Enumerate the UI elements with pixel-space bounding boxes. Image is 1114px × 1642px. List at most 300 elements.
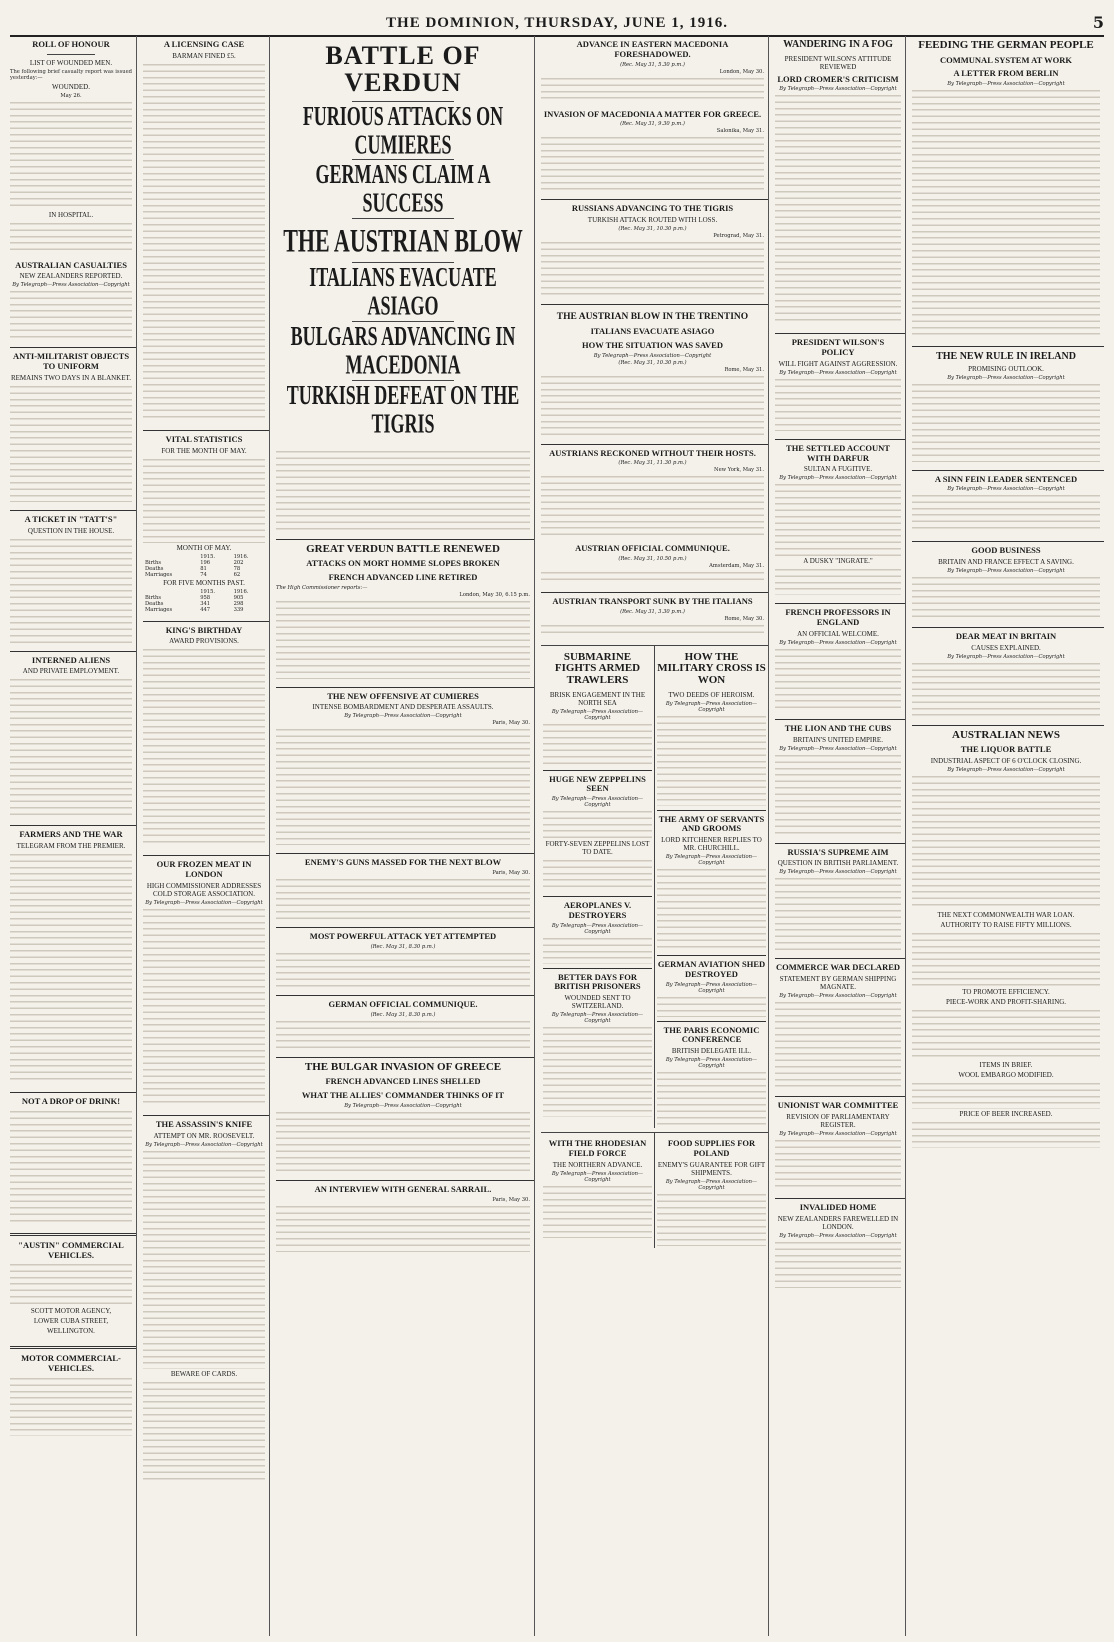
table-row: Marriages 74 62 [145, 571, 241, 578]
body-text-block [912, 1081, 1100, 1109]
article-feeding-german [912, 40, 1104, 342]
article-headline: ROLL OF HONOUR [32, 39, 110, 49]
masthead [10, 8, 1104, 37]
article-subhead: AN OFFICIAL WELCOME. [797, 629, 879, 638]
article-austrians-reckoned [541, 449, 768, 541]
body-text-block [276, 951, 530, 987]
received-line: (Rec. May 31, 8.30 p.m.) [370, 943, 436, 950]
body-text-block [775, 1240, 901, 1288]
article-headline: AUSTRALIAN CASUALTIES [15, 259, 127, 270]
received-line: (Rec. May 31, 10.30 p.m.) [618, 226, 687, 233]
article-headline: RUSSIANS ADVANCING TO THE TIGRIS [571, 203, 734, 214]
credit-line: By Telegraph—Press Association—Copyright [665, 854, 758, 867]
credit-line: By Telegraph—Press Association—Copyright [551, 1012, 644, 1025]
article-wandering-fog [775, 40, 905, 329]
article-subhead: BRITISH DELEGATE ILL. [671, 1047, 752, 1056]
body-text-block [543, 858, 652, 892]
body-text-block [775, 93, 901, 325]
article-subhead: NEW ZEALANDERS REPORTED. [19, 272, 123, 281]
article-headline: INVASION OF MACEDONIA A MATTER FOR GREECE. [543, 108, 762, 119]
body-text-block [541, 474, 764, 536]
article-subhead: ITALIANS EVACUATE ASIAGO [590, 326, 715, 337]
article-subhead: BRISK ENGAGEMENT IN THE NORTH SEA [549, 690, 646, 707]
article-headline: KING'S BIRTHDAY [165, 624, 243, 635]
article-headline: FOOD SUPPLIES FOR POLAND [667, 1138, 756, 1158]
article-headline: THE SETTLED ACCOUNT WITH DARFUR [786, 442, 890, 463]
article-kings-birthday [143, 626, 269, 852]
dateline: May 26. [60, 92, 82, 99]
advert-motor-vehicles [10, 1354, 136, 1440]
lead-deck: TURKISH DEFEAT ON THE TIGRIS [286, 379, 520, 439]
article-subhead: THE LIQUOR BATTLE [960, 744, 1052, 755]
article-darfur [775, 444, 905, 600]
article-subhead: IN HOSPITAL. [48, 210, 94, 219]
credit-line: By Telegraph—Press Association—Copyright [665, 1178, 758, 1191]
split-section-bottom [541, 1132, 768, 1248]
body-text-block [775, 567, 901, 595]
table-header-row: 1915. 1916. [200, 553, 249, 560]
article-vital-statistics [143, 435, 269, 617]
body-text-block [912, 382, 1100, 462]
body-text-block [10, 100, 132, 210]
body-text-block [912, 931, 1100, 987]
article-headline: GOOD BUSINESS [971, 545, 1041, 556]
body-text-block [541, 135, 764, 191]
column-4 [541, 36, 769, 1636]
article-headline: COMMERCE WAR DECLARED [775, 962, 901, 973]
body-text-block [143, 1149, 265, 1369]
body-text-block [276, 1110, 530, 1172]
page-number: 5 [1092, 13, 1104, 32]
column-3 [276, 36, 535, 1636]
article-headline: WITH THE RHODESIAN FIELD FORCE [548, 1138, 647, 1158]
body-text-block [10, 1109, 132, 1224]
received-line: (Rec. May 31, 10.30 p.m.) [618, 359, 687, 366]
advert-agency: SCOTT MOTOR AGENCY, [30, 1307, 112, 1316]
credit-line: By Telegraph—Press Association—Copyright [551, 1170, 644, 1183]
article-subhead: INTENSE BOMBARDMENT AND DESPERATE ASSAULTS. [312, 703, 494, 712]
article-headline: AN INTERVIEW WITH GENERAL SARRAIL. [314, 1183, 492, 1194]
article-subhead: WHAT THE ALLIES' COMMANDER THINKS OF IT [301, 1090, 505, 1101]
article-headline: THE NEW RULE IN IRELAND [936, 351, 1076, 363]
credit-line: By Telegraph—Press Association—Copyright [551, 796, 644, 809]
article-australian-news [912, 730, 1104, 1152]
advert-address: LOWER CUBA STREET, [33, 1317, 109, 1326]
body-text-block [912, 88, 1100, 338]
body-text-block [543, 809, 652, 839]
credit-line: By Telegraph—Press Association—Copyright [779, 993, 897, 1000]
article-headline: MOST POWERFUL ATTACK YET ATTEMPTED [309, 931, 497, 942]
credit-line: By Telegraph—Press Association—Copyright [779, 369, 897, 376]
body-text-block [657, 995, 766, 1017]
credit-line: By Telegraph—Press Association—Copyright [779, 1232, 897, 1239]
article-headline: GREAT VERDUN BATTLE RENEWED [306, 542, 500, 555]
received-line: (Rec. May 31, 10.50 p.m.) [618, 556, 687, 563]
article-subhead: TURKISH ATTACK ROUTED WITH LOSS. [587, 216, 718, 225]
credit-line: By Telegraph—Press Association—Copyright [779, 86, 897, 93]
table-row: Births 196 202 [145, 559, 244, 566]
article-headline: INTERNED ALIENS [31, 654, 111, 665]
article-russians-tigris [541, 204, 768, 300]
advert-headline: MOTOR COMMERCIAL-VEHICLES. [21, 1353, 121, 1374]
article-headline: AEROPLANES V. DESTROYERS [563, 900, 632, 920]
article-subhead: THE NORTHERN ADVANCE. [552, 1160, 643, 1169]
dateline: London, May 30. [719, 68, 764, 75]
article-french-professors [775, 608, 905, 715]
credit-line: By Telegraph—Press Association—Copyright [779, 869, 897, 876]
advert-headline: "AUSTIN" COMMERCIAL VEHICLES. [18, 1239, 124, 1260]
article-subhead: SULTAN A FUGITIVE. [803, 465, 873, 474]
article-subhead: HOW THE SITUATION WAS SAVED [582, 339, 723, 350]
credit-line: By Telegraph—Press Association—Copyright [12, 282, 130, 289]
article-subhead: THE NEXT COMMONWEALTH WAR LOAN. [937, 911, 1075, 920]
lead-deck: GERMANS CLAIM A SUCCESS [315, 159, 491, 218]
credit-line: By Telegraph—Press Association—Copyright [947, 767, 1065, 774]
article-headline: OUR FROZEN MEAT IN LONDON [156, 859, 252, 880]
article-tatts [10, 515, 136, 647]
article-austrian-trentino [541, 313, 768, 440]
body-text-block [10, 384, 132, 502]
dateline: New York, May 31. [714, 467, 764, 474]
article-subhead: WOUNDED SENT TO SWITZERLAND. [564, 994, 631, 1011]
body-text-block [10, 289, 132, 339]
body-text-block [541, 76, 764, 102]
body-text-block [541, 374, 764, 436]
article-headline: GERMAN OFFICIAL COMMUNIQUE. [328, 998, 478, 1009]
article-headline: THE ASSASSIN'S KNIFE [155, 1118, 253, 1129]
credit-line: The High Commissioner reports:— [276, 584, 368, 591]
vital-month-table [143, 554, 265, 578]
body-text-block [276, 877, 530, 919]
article-subhead: TELEGRAM FROM THE PREMIER. [16, 842, 126, 851]
article-subhead: PRICE OF BEER INCREASED. [959, 1110, 1053, 1119]
credit-line: By Telegraph—Press Association—Copyright [947, 486, 1065, 493]
body-text-block [912, 1008, 1100, 1060]
article-headline: HUGE NEW ZEPPELINS SEEN [549, 773, 646, 794]
lead-deck: BULGARS ADVANCING IN MACEDONIA [290, 321, 516, 380]
article-frozen-meat [143, 860, 269, 1111]
article-headline: RUSSIA'S SUPREME AIM [787, 846, 889, 857]
dateline: Rome, May 31. [724, 366, 764, 373]
dateline: Paris, May 30. [492, 720, 530, 727]
body-text-block [657, 867, 766, 951]
dateline: Paris, May 30. [492, 870, 530, 877]
credit-line: By Telegraph—Press Association—Copyright [551, 922, 644, 935]
article-subhead: ITEMS IN BRIEF. [979, 1061, 1033, 1070]
body-text-block [543, 1025, 652, 1117]
article-subhead: STATEMENT BY GERMAN SHIPPING MAGNATE. [779, 975, 897, 992]
article-verdun-renewed [276, 544, 534, 683]
article-headline: AUSTRIAN TRANSPORT SUNK BY THE ITALIANS [552, 596, 753, 607]
article-headline: PRESIDENT WILSON'S POLICY [791, 337, 885, 358]
column-5 [775, 36, 906, 1636]
article-headline: THE PARIS ECONOMIC CONFERENCE [663, 1024, 760, 1045]
article-new-offensive [276, 692, 534, 850]
vital-five-table [143, 589, 265, 613]
credit-line: By Telegraph—Press Association—Copyright [779, 745, 897, 752]
body-text-block [912, 575, 1100, 619]
dateline: Petrograd, May 31. [713, 233, 764, 240]
article-subhead: LORD CROMER'S CRITICISM [777, 73, 899, 84]
article-subhead: ENEMY'S GUARANTEE FOR GIFT SHIPMENTS. [657, 1160, 766, 1177]
article-ireland-rule [912, 351, 1104, 466]
body-text-block [10, 1262, 132, 1306]
article-licensing-case [143, 40, 269, 426]
body-text-block [912, 1120, 1100, 1148]
article-subhead: AUTHORITY TO RAISE FIFTY MILLIONS. [940, 921, 1072, 930]
article-subhead: COMMUNAL SYSTEM AT WORK [939, 54, 1072, 65]
article-good-business [912, 546, 1104, 623]
table-row: Deaths 341 298 [145, 600, 244, 607]
article-headline: SUBMARINE FIGHTS ARMED TRAWLERS [554, 650, 641, 686]
columns [10, 36, 1104, 1636]
lead-deck: ITALIANS EVACUATE ASIAGO [309, 262, 497, 321]
received-line: (Rec. May 31, 3.30 p.m.) [620, 608, 685, 615]
masthead-title: THE DOMINION, THURSDAY, JUNE 1, 1916. [386, 15, 728, 31]
split-left [541, 646, 655, 1128]
article-german-official [276, 1000, 534, 1053]
article-headline: FRENCH PROFESSORS IN ENGLAND [785, 607, 891, 628]
credit-line: By Telegraph—Press Association—Copyright [665, 700, 758, 713]
article-headline: ADVANCE IN EASTERN MACEDONIA FORESHADOWED. [576, 39, 729, 59]
article-russia-aim [775, 848, 905, 955]
article-headline: FARMERS AND THE WAR [19, 829, 123, 840]
article-subhead: INDUSTRIAL ASPECT OF 6 O'CLOCK CLOSING. [930, 757, 1082, 766]
article-sinn-fein [912, 475, 1104, 538]
lead-headline: BATTLE OF VERDUN [325, 41, 481, 98]
article-subhead: TWO DEEDS OF HEROISM. [668, 690, 755, 699]
article-intro: The following brief casualty report was issued yesterday:— [10, 68, 132, 82]
body-text-block [775, 1000, 901, 1088]
article-subhead: ATTEMPT ON MR. ROOSEVELT. [153, 1131, 255, 1140]
article-headline: ANTI-MILITARIST OBJECTS TO UNIFORM [12, 351, 130, 372]
article-subhead: BARMAN FINED £5. [172, 51, 236, 60]
article-subhead: REMAINS TWO DAYS IN A BLANKET. [10, 373, 132, 382]
article-powerful-attack [276, 932, 534, 991]
article-subhead: NEW ZEALANDERS FAREWELLED IN LONDON. [777, 1214, 899, 1231]
article-headline: THE BULGAR INVASION OF GREECE [304, 1060, 502, 1073]
table-title: FOR FIVE MONTHS PAST. [163, 578, 245, 587]
article-subhead: FOR THE MONTH OF MAY. [161, 446, 247, 455]
body-text-block [10, 852, 132, 1084]
article-subhead: HIGH COMMISSIONER ADDRESSES COLD STORAGE ASSOCIATION. [146, 881, 262, 898]
body-text-block [543, 722, 652, 766]
article-interned-aliens [10, 656, 136, 822]
article-subhead: ATTACKS ON MORT HOMME SLOPES BROKEN [306, 558, 500, 569]
dateline: Salonika, May 31. [716, 128, 764, 135]
article-headline: UNIONIST WAR COMMITTEE [777, 1100, 899, 1111]
body-text-block [543, 936, 652, 964]
credit-line: By Telegraph—Press Association—Copyright [947, 374, 1065, 381]
advert-austin [10, 1241, 136, 1342]
table-title: MONTH OF MAY. [176, 543, 232, 552]
article-headline: AUSTRIAN OFFICIAL COMMUNIQUE. [575, 543, 730, 554]
advert-city: WELLINGTON. [47, 1327, 95, 1336]
body-text-block [143, 647, 265, 847]
article-not-a-drop [10, 1097, 136, 1228]
credit-line: By Telegraph—Press Association—Copyright [947, 568, 1065, 575]
article-subhead: A DUSKY "INGRATE." [803, 557, 873, 566]
body-text-block [276, 1019, 530, 1049]
column-1 [10, 36, 137, 1636]
body-text-block [276, 1204, 530, 1252]
article-subhead: PROMISING OUTLOOK. [968, 364, 1044, 373]
table-row: Deaths 81 78 [145, 565, 241, 572]
body-text-block [276, 449, 530, 531]
credit-line: By Telegraph—Press Association—Copyright [665, 1057, 758, 1070]
body-text-block [657, 1070, 766, 1126]
credit-line: By Telegraph—Press Association—Copyright [145, 1141, 263, 1148]
article-headline: A SINN FEIN LEADER SENTENCED [934, 473, 1078, 484]
received-line: (Rec. May 31, 9.30 p.m.) [620, 121, 685, 128]
credit-line: By Telegraph—Press Association—Copyright [344, 713, 462, 720]
body-text-block [143, 62, 265, 422]
article-macedonia-advance [541, 40, 768, 106]
article-anti-militarist [10, 352, 136, 506]
credit-line: By Telegraph—Press Association—Copyright [344, 1102, 462, 1109]
article-subhead: AND PRIVATE EMPLOYMENT. [22, 667, 120, 676]
article-subhead: LORD KITCHENER REPLIES TO MR. CHURCHILL. [661, 836, 762, 853]
article-headline: DEAR MEAT IN BRITAIN [955, 631, 1057, 642]
credit-line: By Telegraph—Press Association—Copyright [947, 81, 1065, 88]
body-text-block [143, 907, 265, 1107]
article-subhead: BRITAIN AND FRANCE EFFECT A SAVING. [938, 558, 1074, 567]
split-right [655, 646, 768, 1128]
article-subhead: FRENCH ADVANCED LINES SHELLED [325, 1076, 481, 1087]
article-subhead: WOUNDED. [52, 82, 90, 91]
article-subhead: A LETTER FROM BERLIN [953, 68, 1059, 79]
table-row: Marriages 447 339 [145, 606, 244, 613]
article-subhead: QUESTION IN THE HOUSE. [27, 526, 115, 535]
dateline: Rome, May 30. [724, 615, 764, 622]
article-headline: WANDERING IN A FOG [783, 39, 893, 50]
lead-deck: FURIOUS ATTACKS ON CUMIERES [302, 100, 504, 159]
body-text-block [143, 457, 265, 543]
article-subhead: AWARD PROVISIONS. [169, 637, 239, 646]
dateline: London, May 30, 6.15 p.m. [459, 591, 530, 598]
article-invasion-macedonia [541, 110, 768, 196]
article-headline: NOT A DROP OF DRINK! [21, 1096, 121, 1107]
article-subhead: PIECE-WORK AND PROFIT-SHARING. [945, 998, 1067, 1007]
article-subhead: FORTY-SEVEN ZEPPELINS LOST TO DATE. [545, 840, 650, 857]
body-text-block [775, 482, 901, 556]
body-text-block [657, 714, 766, 806]
article-subhead: BEWARE OF CARDS. [170, 1369, 238, 1378]
credit-line: By Telegraph—Press Association—Copyright [779, 475, 897, 482]
lead-story [276, 42, 534, 535]
table-row: Births 958 905 [145, 594, 244, 601]
lead-deck: THE AUSTRIAN BLOW [283, 221, 523, 260]
body-text-block [541, 570, 764, 584]
dateline: Paris, May 30. [492, 1196, 530, 1203]
article-headline: THE ARMY OF SERVANTS AND GROOMS [658, 813, 765, 834]
article-headline: THE AUSTRIAN BLOW IN THE TRENTINO [556, 312, 749, 323]
article-invalided-home [775, 1203, 905, 1292]
article-headline: VITAL STATISTICS [165, 433, 243, 444]
article-headline: AUSTRALIAN NEWS [952, 728, 1060, 741]
body-text-block [775, 1138, 901, 1190]
body-text-block [775, 647, 901, 711]
credit-line: By Telegraph—Press Association—Copyright [145, 899, 263, 906]
credit-line: By Telegraph—Press Association—Copyright [947, 653, 1065, 660]
article-bulgar-invasion [276, 1062, 534, 1176]
article-subhead: REVISION OF PARLIAMENTARY REGISTER. [786, 1112, 890, 1129]
received-line: (Rec. May 31, 11.30 p.m.) [618, 460, 687, 467]
article-sarrail-interview [276, 1185, 534, 1256]
article-subhead: TO PROMOTE EFFICIENCY. [962, 988, 1050, 997]
article-headline: INVALIDED HOME [799, 1201, 877, 1212]
split-left [541, 1133, 655, 1248]
article-wilson-policy [775, 338, 905, 435]
body-text-block [541, 240, 764, 296]
received-line: (Rec. May 31, 8.30 p.m.) [370, 1011, 436, 1018]
article-roll-of-honour [10, 40, 136, 257]
body-text-block [912, 774, 1100, 910]
article-subhead: CAUSES EXPLAINED. [971, 643, 1041, 652]
body-text-block [10, 221, 132, 253]
split-section [541, 645, 768, 1128]
article-headline: FEEDING THE GERMAN PEOPLE [918, 39, 1094, 51]
credit-line: By Telegraph—Press Association—Copyright [779, 639, 897, 646]
body-text-block [10, 677, 132, 817]
article-headline: AUSTRIANS RECKONED WITHOUT THEIR HOSTS. [549, 447, 756, 458]
article-enemy-guns [276, 858, 534, 923]
article-headline: ENEMY'S GUNS MASSED FOR THE NEXT BLOW [304, 857, 502, 868]
article-subhead: BRITAIN'S UNITED EMPIRE. [793, 735, 883, 744]
article-farmers-war [10, 830, 136, 1088]
article-commerce-war [775, 963, 905, 1092]
article-headline: HOW THE MILITARY CROSS IS WON [657, 650, 766, 686]
article-australian-casualties [10, 261, 136, 344]
article-dear-meat [912, 632, 1104, 721]
body-text-block [541, 623, 764, 637]
received-line: (Rec. May 31, 5.30 p.m.) [620, 61, 685, 68]
body-text-block [912, 661, 1100, 717]
article-subhead: LIST OF WOUNDED MEN. [29, 58, 113, 67]
body-text-block [10, 1376, 132, 1436]
dateline: Amsterdam, May 31. [709, 563, 764, 570]
article-subhead: QUESTION IN BRITISH PARLIAMENT. [777, 859, 899, 868]
column-6 [912, 36, 1104, 1636]
body-text-block [912, 493, 1100, 533]
body-text-block [775, 876, 901, 950]
article-subhead: WOOL EMBARGO MODIFIED. [958, 1071, 1054, 1080]
article-subhead: PRESIDENT WILSON'S ATTITUDE REVIEWED [784, 54, 892, 71]
article-subhead: FRENCH ADVANCED LINE RETIRED [328, 571, 478, 582]
body-text-block [276, 727, 530, 845]
article-headline: A LICENSING CASE [163, 39, 245, 49]
body-text-block [276, 599, 530, 679]
column-2 [143, 36, 270, 1636]
credit-line: By Telegraph—Press Association—Copyright [593, 352, 712, 359]
body-text-block [657, 1192, 766, 1246]
article-headline: THE NEW OFFENSIVE AT CUMIERES [327, 690, 479, 701]
article-subhead: WILL FIGHT AGAINST AGGRESSION. [778, 359, 898, 368]
body-text-block [775, 377, 901, 431]
credit-line: By Telegraph—Press Association—Copyright [779, 1130, 897, 1137]
article-headline: THE LION AND THE CUBS [784, 722, 892, 733]
article-assassins-knife [143, 1120, 269, 1484]
split-right [655, 1133, 768, 1248]
credit-line: By Telegraph—Press Association—Copyright [551, 708, 644, 721]
article-transport-sunk [541, 597, 768, 641]
body-text-block [775, 753, 901, 835]
article-lion-cubs [775, 724, 905, 839]
article-unionist-war [775, 1101, 905, 1194]
body-text-block [143, 1380, 265, 1480]
article-headline: A TICKET IN "TATT'S" [24, 513, 118, 524]
body-text-block [543, 1184, 652, 1238]
